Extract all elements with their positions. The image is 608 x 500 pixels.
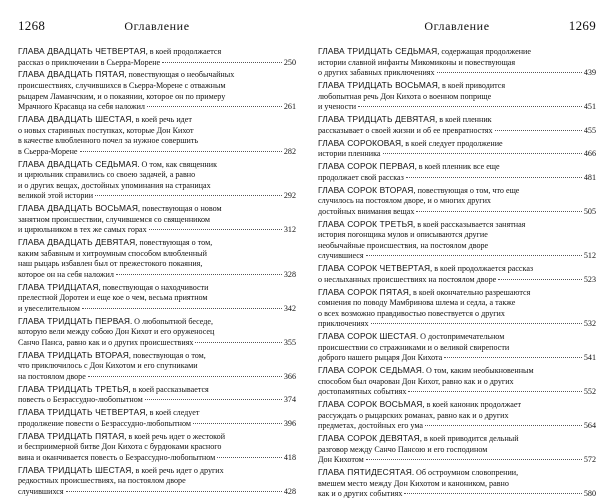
entry-text-line: продолжает свой рассказ (318, 172, 404, 182)
entry-page-number: 418 (283, 452, 296, 462)
entry-text-line: , в коей каноник продолжает (422, 400, 522, 410)
entry-page-number: 552 (583, 387, 596, 397)
left-page (18, 0, 296, 497)
toc-entry (318, 365, 596, 398)
leader-dots (404, 493, 581, 494)
entry-page-number: 541 (583, 353, 596, 363)
leader-dots (88, 376, 282, 377)
chapter-heading: ГЛАВА СОРОКОВАЯ (318, 137, 402, 148)
entry-text-line: случившиеся (318, 251, 364, 261)
leader-dots (80, 151, 282, 152)
chapter-heading: ГЛАВА СОРОК ВТОРАЯ (318, 184, 414, 195)
entry-text-line: приключениях (318, 319, 369, 329)
entry-text-line: , повествующая о том, что еще (413, 185, 520, 195)
entry-page-number: 523 (583, 274, 596, 284)
toc-entry (318, 287, 596, 330)
entry-last-line (18, 147, 296, 158)
leader-dots (358, 106, 582, 107)
leader-dots (193, 423, 282, 424)
toc-entry (18, 465, 296, 498)
entry-text-line: необычайные происшествия, на постоялом дворе (318, 240, 489, 250)
leader-dots (195, 342, 281, 343)
toc-entry (18, 237, 296, 280)
entry-text-line: , в коей продолжается рассказ (430, 264, 534, 274)
toc-entry (18, 203, 296, 236)
toc-list (318, 46, 596, 500)
toc-list (18, 46, 296, 498)
entry-page-number: 428 (283, 487, 296, 497)
leader-dots (437, 72, 582, 73)
entry-last-line (18, 338, 296, 349)
entry-text-line: вмешем место между Дон Кихотом и каноником, равно (318, 478, 509, 488)
entry-text-line: , в коей речь идет (131, 115, 192, 125)
chapter-heading: ГЛАВА СОРОК ЧЕТВЕРТАЯ (318, 263, 431, 274)
leader-dots (416, 211, 581, 212)
entry-text-line: , в коей продолжается (145, 47, 222, 56)
chapter-heading: ГЛАВА СОРОК ШЕСТАЯ (318, 331, 417, 342)
entry-text-line: в качестве влюбленного почел за нужное совершить (18, 136, 199, 146)
entry-page-number: 532 (583, 319, 596, 329)
entry-text-line: о других забавных приключениях (318, 68, 435, 78)
entry-text-line: рассказ о приключении в Сьерра-Морене (18, 57, 161, 67)
entry-text-line: которую вели между собою Дон Кихот и его оруженосец (18, 327, 215, 337)
chapter-heading: ГЛАВА ДВАДЦАТЬ ДЕВЯТАЯ (18, 237, 136, 248)
chapter-heading: ГЛАВА СОРОК ДЕВЯТАЯ (318, 433, 420, 444)
leader-dots (366, 459, 582, 460)
entry-text-line: , повествующая о том, (135, 238, 213, 248)
entry-text-line: что приключилось с Дон Кихотом и его спутниками (18, 361, 198, 371)
entry-text-line: сомнения по поводу Мамбринова шлема и седла, а также (318, 298, 516, 308)
entry-page-number: 374 (283, 395, 296, 405)
toc-entry (318, 331, 596, 364)
entry-text-line: истории пленника (318, 149, 381, 159)
leader-dots (82, 308, 282, 309)
entry-text-line: , в коей речь идет о жестокой (124, 431, 226, 441)
toc-entry (318, 161, 596, 183)
entry-text-line: , в коей следует продолжение (401, 138, 503, 148)
entry-text-line: рыцарем Ламанчским, и о покаянии, которое он по примеру (18, 91, 226, 101)
chapter-heading: ГЛАВА ТРИДЦАТЬ ТРЕТЬЯ (18, 383, 129, 394)
toc-entry (18, 316, 296, 349)
toc-entry (318, 399, 596, 432)
entry-text-line: Санчо Панса, равно как и о других происшествиях (18, 337, 194, 347)
entry-last-line (318, 126, 596, 137)
entry-text-line: , повествующая о новом (138, 204, 222, 214)
toc-entry (318, 185, 596, 218)
entry-text-line: любопытная речь Дон Кихота о военном поприще (318, 91, 492, 101)
entry-text-line: и цирюльником в тех же самых горах (18, 225, 147, 235)
entry-last-line (318, 319, 596, 330)
entry-text-line: доброго нашего рыцаря Дон Кихота (318, 353, 443, 363)
entry-last-line (18, 453, 296, 464)
entry-last-line (18, 372, 296, 383)
toc-entry (318, 433, 596, 466)
leader-dots (498, 279, 582, 280)
entry-text-line: , в коей рассказывается (128, 384, 209, 394)
leader-dots (145, 399, 282, 400)
chapter-heading: ГЛАВА ТРИДЦАТЬ ВТОРАЯ (18, 349, 129, 360)
entry-page-number: 481 (583, 172, 596, 182)
entry-text-line: и цирюльник справились со своею задачей, а равно (18, 170, 196, 180)
chapter-heading: ГЛАВА ТРИДЦАТАЯ (18, 281, 99, 292)
entry-text-line: истории славной инфанты Микомиконы и повествующая (318, 57, 516, 67)
entry-text-line: случилось на постоялом дворе, и о многих других (318, 196, 491, 206)
entry-text-line: прелестной Доротеи и еще кое о чем, весьма приятном (18, 293, 208, 303)
entry-text-line: повесть о Безрассудно-любопытном (18, 395, 143, 405)
leader-dots (366, 255, 582, 256)
chapter-heading: ГЛАВА ТРИДЦАТЬ СЕДЬМАЯ (318, 46, 438, 56)
entry-text-line: которое он на себя наложил (18, 269, 114, 279)
toc-entry (318, 138, 596, 160)
entry-text-line: , повествующая о необычайных (124, 70, 235, 80)
entry-text-line: вина и оканчивается повесть о Безрассудно-любопытном (18, 452, 216, 462)
toc-entry (18, 69, 296, 112)
leader-dots (371, 323, 582, 324)
page-number: 1268 (18, 18, 46, 33)
entry-page-number: 355 (283, 337, 296, 347)
toc-entry (18, 407, 296, 429)
right-page (318, 0, 596, 499)
entry-text-line: Мрачного Красавца на себя наложил (18, 102, 145, 112)
entry-page-number: 250 (283, 57, 296, 67)
entry-text-line: на постоялом дворе (18, 371, 86, 381)
entry-page-number: 312 (283, 225, 296, 235)
entry-last-line (318, 102, 596, 113)
entry-text-line: , повествующая о том, (128, 350, 206, 360)
entry-text-line: рассуждать о рыцарских романах, равно как и о других (318, 410, 509, 420)
entry-text-line: , в коей приводится (437, 81, 506, 91)
entry-page-number: 512 (583, 251, 596, 261)
entry-text-line: в Сьерра-Морене (18, 146, 78, 156)
chapter-heading: ГЛАВА СОРОК СЕДЬМАЯ (318, 365, 422, 376)
chapter-heading: ГЛАВА ДВАДЦАТЬ ВОСЬМАЯ (18, 203, 139, 214)
entry-last-line (318, 387, 596, 398)
entry-text-line: . О том, каким необыкновенным (421, 366, 534, 376)
entry-text-line: случившихся (18, 487, 64, 497)
leader-dots (149, 229, 282, 230)
entry-page-number: 466 (583, 149, 596, 159)
chapter-heading: ГЛАВА СОРОК ПЕРВАЯ (318, 161, 415, 172)
entry-last-line (18, 102, 296, 113)
leader-dots (425, 425, 582, 426)
entry-text-line: достойных внимания вещах (318, 206, 415, 216)
leader-dots (217, 457, 282, 458)
entry-last-line (318, 207, 596, 218)
entry-last-line (318, 455, 596, 466)
entry-text-line: , в коей пленник (435, 115, 492, 125)
toc-entry (18, 384, 296, 406)
entry-text-line: и увеселительном (18, 303, 80, 313)
entry-text-line: . О том, как священник (137, 159, 218, 169)
entry-page-number: 282 (283, 146, 296, 156)
entry-page-number: 366 (283, 371, 296, 381)
entry-last-line (18, 487, 296, 498)
entry-text-line: . Об остроумном словопрении, (411, 468, 519, 478)
leader-dots (383, 153, 582, 154)
leader-dots (444, 357, 582, 358)
entry-text-line: предметах, достойных его ума (318, 421, 424, 431)
entry-last-line (18, 225, 296, 236)
toc-entry (318, 114, 596, 136)
entry-last-line (318, 251, 596, 262)
chapter-heading: ГЛАВА ТРИДЦАТЬ ШЕСТАЯ (18, 464, 132, 475)
chapter-heading: ГЛАВА ТРИДЦАТЬ ВОСЬМАЯ (318, 80, 438, 91)
entry-text-line: , содержащая продолжение (437, 47, 531, 56)
chapter-heading: ГЛАВА ТРИДЦАТЬ ПЯТАЯ (18, 430, 125, 441)
entry-text-line: , в коей следует (145, 408, 200, 418)
toc-entry (18, 114, 296, 157)
chapter-heading: ГЛАВА ТРИДЦАТЬ ДЕВЯТАЯ (318, 114, 436, 125)
entry-text-line: , в коей окончательно разрешаются (408, 287, 531, 297)
entry-text-line: о всех возможно правдивостью повествуется о других (318, 308, 505, 318)
chapter-heading: ГЛАВА ДВАДЦАТЬ ШЕСТАЯ (18, 114, 132, 125)
entry-text-line: каким забавным и хитроумным способом влюбленный (18, 248, 207, 258)
toc-entry (318, 46, 596, 79)
entry-last-line (318, 275, 596, 286)
entry-last-line (18, 270, 296, 281)
toc-entry (318, 263, 596, 285)
toc-entry (18, 350, 296, 383)
entry-last-line (318, 149, 596, 160)
entry-text-line: и учености (318, 102, 357, 112)
leader-dots (495, 130, 582, 131)
entry-last-line (318, 489, 596, 500)
entry-page-number: 292 (283, 191, 296, 201)
entry-text-line: способом был очарован Дон Кихот, равно как и о других (318, 376, 514, 386)
entry-last-line (18, 395, 296, 406)
entry-text-line: , в коей рассказывается занятная (413, 219, 526, 229)
leader-dots (406, 177, 582, 178)
entry-text-line: , повествующая о находчивости (98, 282, 209, 292)
entry-page-number: 328 (283, 269, 296, 279)
leader-dots (95, 195, 282, 196)
page-number: 1269 (568, 18, 596, 33)
entry-text-line: . О любопытной беседе, (130, 316, 214, 326)
entry-page-number: 564 (583, 421, 596, 431)
toc-entry (18, 282, 296, 315)
entry-text-line: великой этой истории (18, 191, 94, 201)
entry-page-number: 396 (283, 418, 296, 428)
entry-text-line: занятном происшествии, случившемся со священником (18, 214, 211, 224)
chapter-heading: ГЛАВА СОРОК ВОСЬМАЯ (318, 399, 423, 410)
leader-dots (66, 491, 282, 492)
entry-last-line (18, 304, 296, 315)
entry-text-line: о неслыханных происшествиях на постоялом дворе (318, 274, 497, 284)
running-header-title: Оглавление (124, 19, 190, 33)
entry-page-number: 451 (583, 102, 596, 112)
entry-page-number: 261 (283, 102, 296, 112)
entry-text-line: достопамятных событиях (318, 387, 407, 397)
leader-dots (162, 62, 282, 63)
entry-text-line: . О достопримечательном (416, 332, 505, 342)
entry-last-line (318, 68, 596, 79)
chapter-heading: ГЛАВА ДВАДЦАТЬ СЕДЬМАЯ (18, 158, 138, 169)
entry-page-number: 342 (283, 303, 296, 313)
chapter-heading: ГЛАВА ДВАДЦАТЬ ЧЕТВЕРТАЯ (18, 46, 146, 56)
entry-last-line (318, 421, 596, 432)
entry-page-number: 580 (583, 489, 596, 499)
chapter-heading: ГЛАВА ПЯТИДЕСЯТАЯ (318, 467, 412, 478)
entry-text-line: происшествии со стражниками и о великой свирепости (318, 342, 510, 352)
entry-text-line: и о других вещах, достойных упоминания на страницах (18, 180, 211, 190)
toc-entry (18, 431, 296, 464)
entry-text-line: продолжение повести о Безрассудно-любопытном (18, 418, 192, 428)
leader-dots (116, 274, 282, 275)
entry-text-line: происшествиях, случившихся в Сьерра-Морене с отважным (18, 81, 226, 91)
toc-entry (18, 159, 296, 202)
leader-dots (147, 106, 282, 107)
chapter-heading: ГЛАВА СОРОК ТРЕТЬЯ (318, 218, 414, 229)
entry-text-line: , в коей речь идет о других (131, 465, 224, 475)
entry-text-line: , в коей пленник все еще (414, 162, 500, 172)
toc-entry (18, 46, 296, 68)
entry-page-number: 439 (583, 68, 596, 78)
entry-page-number: 572 (583, 455, 596, 465)
entry-text-line: история погонщика мулов и описываются другие (318, 230, 488, 240)
entry-page-number: 505 (583, 206, 596, 216)
entry-text-line: разговор между Санчо Пансою и его господином (318, 444, 488, 454)
entry-page-number: 455 (583, 125, 596, 135)
toc-entry (318, 467, 596, 500)
running-header-title: Оглавление (424, 19, 490, 33)
chapter-heading: ГЛАВА ТРИДЦАТЬ ПЕРВАЯ (18, 315, 131, 326)
entry-text-line: как и о других событиях (318, 489, 403, 499)
entry-last-line (18, 419, 296, 430)
entry-last-line (18, 58, 296, 69)
chapter-heading: ГЛАВА ТРИДЦАТЬ ЧЕТВЕРТАЯ (18, 407, 146, 418)
entry-text-line: о новых старинных поступках, которые Дон Кихот (18, 125, 194, 135)
entry-last-line (318, 173, 596, 184)
entry-text-line: и бесприимерной битве Дон Кихота с бурдюками красного (18, 442, 222, 452)
entry-last-line (18, 191, 296, 202)
entry-text-line: , в коей приводится дельный (419, 434, 519, 444)
toc-entry (318, 219, 596, 262)
chapter-heading: ГЛАВА ДВАДЦАТЬ ПЯТАЯ (18, 69, 125, 80)
leader-dots (408, 391, 581, 392)
entry-last-line (318, 353, 596, 364)
entry-text-line: редкостных происшествиях, на постоялом дворе (18, 476, 186, 486)
entry-text-line: Дон Кихотом (318, 455, 364, 465)
chapter-heading: ГЛАВА СОРОК ПЯТАЯ (318, 286, 409, 297)
entry-text-line: наш рыцарь избавлен был от прежестокого покаяния, (18, 259, 203, 269)
right-page-header (318, 18, 596, 40)
entry-text-line: рассказывает о своей жизни и об ее превратностях (318, 125, 493, 135)
left-page-header (18, 18, 296, 40)
toc-entry (318, 80, 596, 113)
